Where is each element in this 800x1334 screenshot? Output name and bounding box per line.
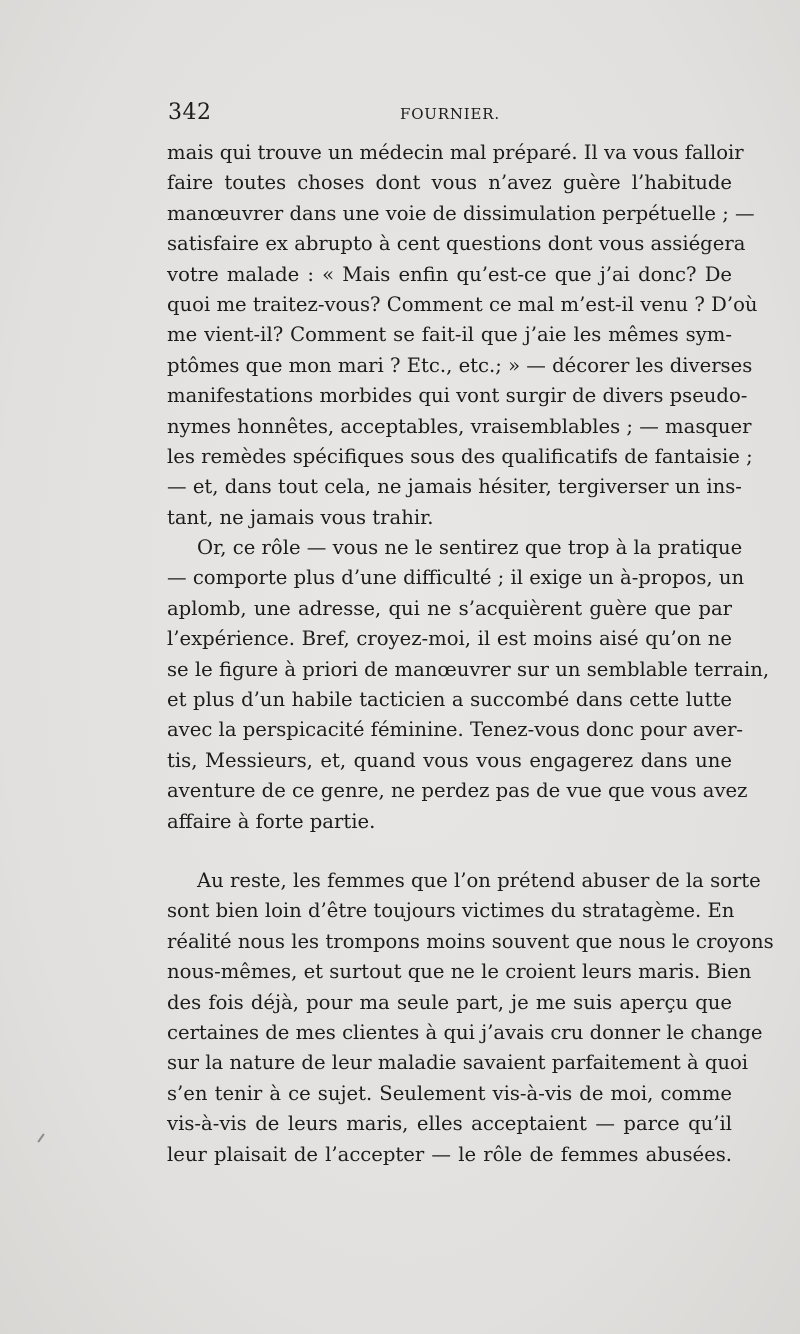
text-line: s’en tenir à ce sujet. Seulement vis-à-vis de moi, comme bbox=[167, 1081, 732, 1105]
text-line: vis-à-vis de leurs maris, elles acceptaient — parce qu’il bbox=[167, 1112, 732, 1136]
text-line: et plus d’un habile tacticien a succombé dans cette lutte bbox=[167, 688, 732, 712]
text-line: certaines de mes clientes à qui j’avais cru donner le change bbox=[167, 1020, 763, 1044]
text-line: me vient-il? Comment se fait-il que j’aie les mêmes sym- bbox=[167, 323, 732, 347]
paragraph-gap bbox=[167, 837, 732, 866]
text-line: des fois déjà, pour ma seule part, je me suis aperçu que bbox=[167, 990, 732, 1014]
text-line: affaire à forte partie. bbox=[167, 809, 376, 833]
text-line: manifestations morbides qui vont surgir de divers pseudo- bbox=[167, 384, 748, 408]
margin-mark bbox=[37, 1133, 44, 1142]
text-line: Au reste, les femmes que l’on prétend abuser de la sorte bbox=[197, 868, 761, 892]
page-header bbox=[168, 100, 788, 130]
text-line: manœuvrer dans une voie de dissimulation perpétuelle ; — bbox=[167, 201, 755, 225]
paragraph-3 bbox=[167, 866, 774, 1170]
text-line: mais qui trouve un médecin mal préparé. Il va vous falloir bbox=[167, 141, 744, 164]
text-line: aventure de ce genre, ne perdez pas de vue que vous avez bbox=[167, 779, 748, 803]
text-line: quoi me traitez-vous? Comment ce mal m’est-il venu ? D’où bbox=[167, 292, 758, 316]
paragraph-2 bbox=[167, 533, 770, 837]
text-line: réalité nous les trompons moins souvent que nous le croyons bbox=[167, 929, 774, 953]
body-text bbox=[167, 138, 774, 1170]
page-number: 342 bbox=[168, 100, 212, 125]
text-line: nous-mêmes, et surtout que ne le croient leurs maris. Bien bbox=[167, 960, 752, 984]
text-line: tant, ne jamais vous trahir. bbox=[167, 505, 434, 529]
text-line: tis, Messieurs, et, quand vous vous engagerez dans une bbox=[167, 748, 732, 772]
text-line: Or, ce rôle — vous ne le sentirez que trop à la pratique bbox=[197, 536, 743, 560]
text-line: sur la nature de leur maladie savaient parfaitement à quoi bbox=[167, 1051, 749, 1075]
text-line: se le figure à priori de manœuvrer sur un semblable terrain, bbox=[167, 657, 770, 681]
text-line: sont bien loin d’être toujours victimes du stratagème. En bbox=[167, 899, 735, 923]
text-line: faire toutes choses dont vous n’avez guère l’habitude bbox=[167, 171, 732, 195]
text-line: les remèdes spécifiques sous des qualificatifs de fantaisie ; bbox=[167, 444, 753, 468]
text-line: — et, dans tout cela, ne jamais hésiter, tergiverser un ins- bbox=[167, 475, 742, 499]
running-head: FOURNIER. bbox=[400, 105, 500, 123]
paragraph-1 bbox=[167, 138, 758, 533]
text-line: — comporte plus d’une difficulté ; il exige un à-propos, un bbox=[167, 566, 745, 590]
text-line: nymes honnêtes, acceptables, vraisemblables ; — masquer bbox=[167, 414, 752, 438]
text-line: l’expérience. Bref, croyez-moi, il est moins aisé qu’on ne bbox=[167, 627, 732, 651]
text-line: leur plaisait de l’accepter — le rôle de femmes abusées. bbox=[167, 1142, 732, 1166]
text-line: ptômes que mon mari ? Etc., etc.; » — décorer les diverses bbox=[167, 353, 753, 377]
text-line: satisfaire ex abrupto à cent questions dont vous assiégera bbox=[167, 232, 746, 256]
text-line: votre malade : « Mais enfin qu’est-ce que j’ai donc? De bbox=[167, 262, 732, 286]
text-line: aplomb, une adresse, qui ne s’acquièrent guère que par bbox=[167, 596, 732, 620]
text-line: avec la perspicacité féminine. Tenez-vous donc pour aver- bbox=[167, 718, 744, 742]
